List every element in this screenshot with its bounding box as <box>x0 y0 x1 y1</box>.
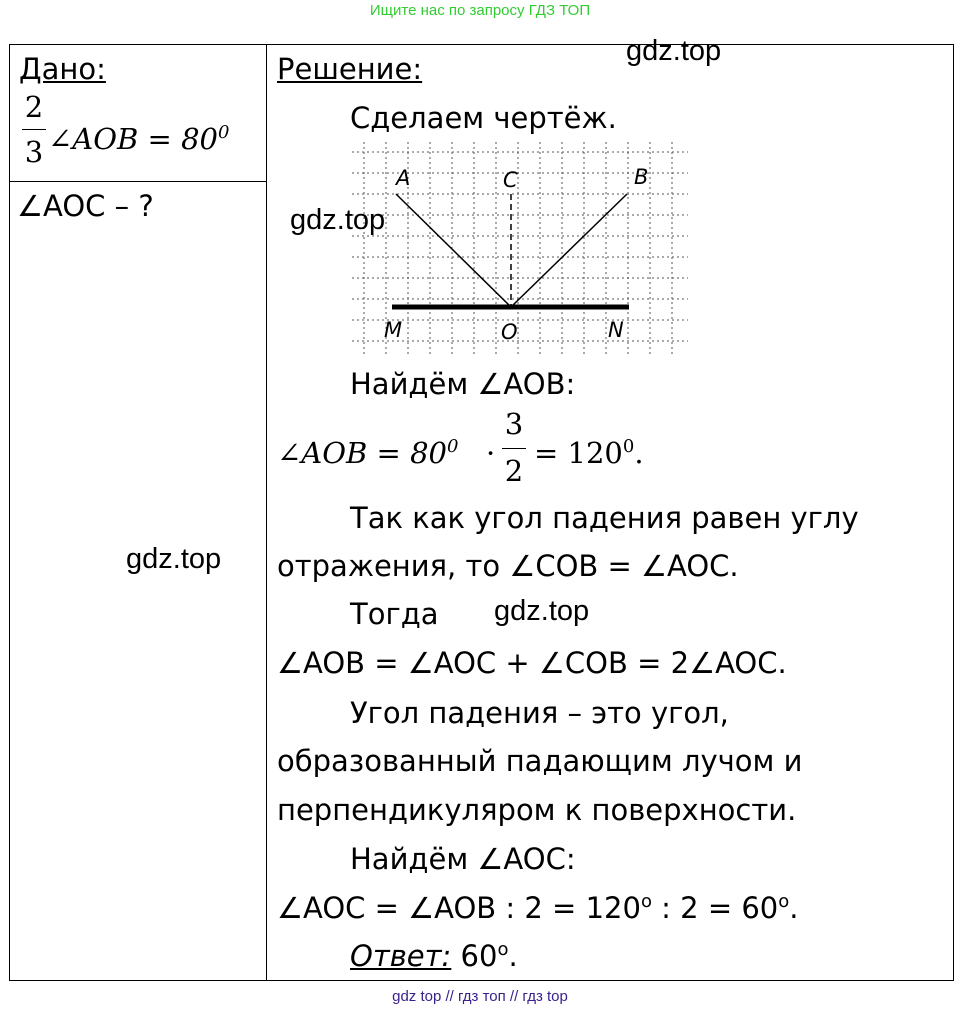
ray-ao <box>396 194 511 307</box>
given-fraction-bar <box>22 129 46 130</box>
given-heading: Дано: <box>19 52 106 86</box>
equation-1-numerator: 3 <box>504 407 524 441</box>
solution-line-3a: Так как угол падения равен углу <box>350 501 859 535</box>
solution-line-2: Найдём ∠AOB: <box>350 367 576 401</box>
solution-line-6c: перпендикуляром к поверхности. <box>277 793 797 827</box>
reflection-diagram <box>352 142 688 356</box>
equation-1-fraction-bar <box>502 448 526 449</box>
column-divider <box>266 44 267 981</box>
given-fraction-denominator: 3 <box>24 135 44 169</box>
equation-1-rhs: = $120^0$. <box>534 436 644 470</box>
label-n: N <box>608 318 624 342</box>
label-b: B <box>634 165 649 189</box>
solution-line-4: Тогда <box>350 597 439 631</box>
given-fraction-numerator: 2 <box>24 90 44 124</box>
find-text: ∠AOC – ? <box>17 189 154 223</box>
watermark-3: gdz.top <box>126 543 222 575</box>
solution-line-3b: отражения, то ∠COB = ∠AOC. <box>277 549 739 583</box>
solution-heading: Решение: <box>277 52 423 86</box>
solution-line-6a: Угол падения – это угол, <box>350 696 729 730</box>
solution-line-5: ∠AOB = ∠AOC + ∠COB = 2∠AOC. <box>277 646 787 680</box>
given-expression: ∠AOB = $80^0$ <box>48 122 230 156</box>
answer-line: Ответ: $60^о$. <box>350 939 518 973</box>
bottom-banner: gdz top // гдз топ // гдз top <box>392 988 568 1005</box>
watermark-4: gdz.top <box>494 595 590 627</box>
equation-1-dot: · <box>486 436 496 470</box>
solution-line-1: Сделаем чертёж. <box>350 101 617 135</box>
label-o: O <box>501 320 518 344</box>
solution-line-6b: образованный падающим лучом и <box>277 744 803 778</box>
ray-ob <box>511 194 627 307</box>
solution-line-7: Найдём ∠AOC: <box>350 842 576 876</box>
label-a: A <box>396 166 411 190</box>
label-c: C <box>503 168 518 192</box>
watermark-2: gdz.top <box>290 204 386 236</box>
answer-label: Ответ: <box>350 939 452 973</box>
given-divider <box>9 181 267 182</box>
top-banner: Ищите нас по запросу ГДЗ ТОП <box>369 2 591 19</box>
equation-1-denominator: 2 <box>504 454 524 488</box>
label-m: M <box>384 318 403 342</box>
watermark-1: gdz.top <box>626 35 722 67</box>
solution-line-8: ∠AOC = ∠AOB : $2 = 120^о$ : $2 = 60^о$. <box>277 891 799 925</box>
equation-1-lhs: ∠AOB = $80^0$ <box>277 436 459 470</box>
